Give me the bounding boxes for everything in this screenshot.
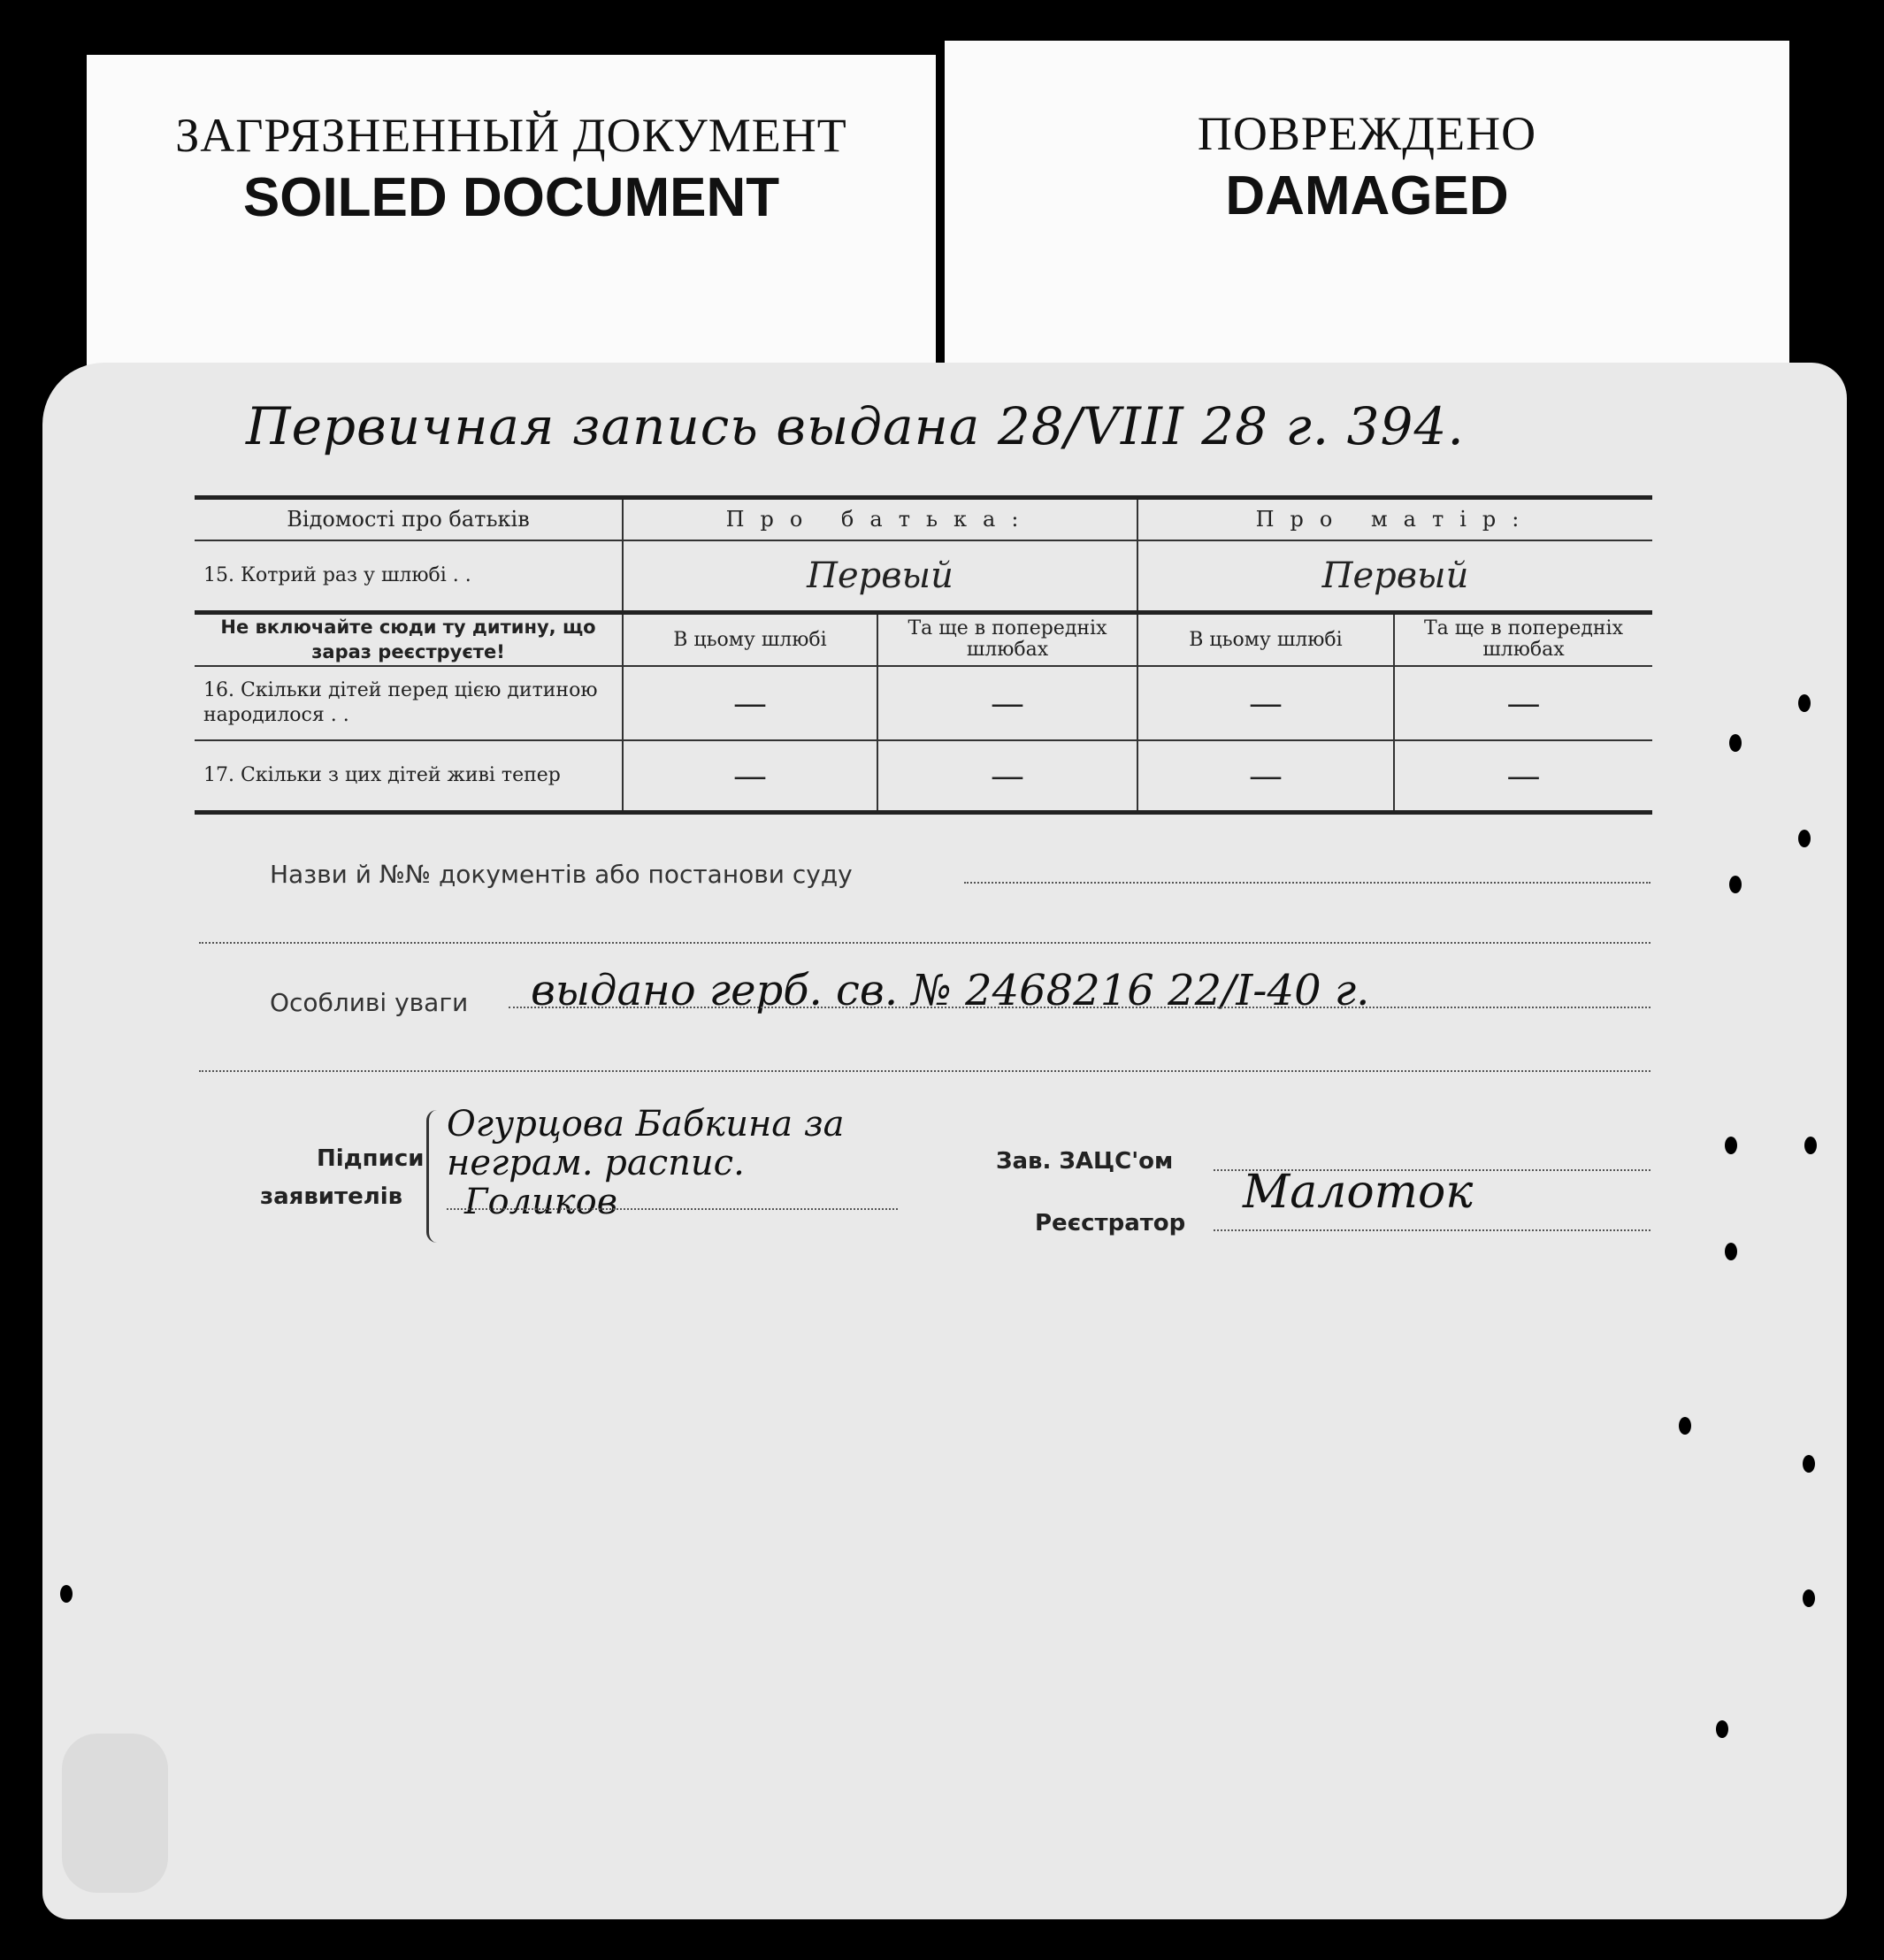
punch-hole [1803,1589,1815,1607]
soiled-document-stamp [87,55,936,409]
registrar-label: Реєстратор [1035,1210,1186,1236]
applicant-signature-line: Голиков [464,1182,618,1222]
stamp-ru-text: ПОВРЕЖДЕНО [1197,107,1537,160]
punch-hole [1725,1243,1737,1260]
dotted-line [964,882,1650,884]
remarks-value: выдано герб. св. № 2468216 22/I-40 г. [531,966,1370,1015]
table-row-15 [195,540,1652,613]
dotted-line [1214,1229,1650,1231]
table-header-row [195,498,1652,540]
applicants-label: Підписи [317,1145,425,1172]
subheader-cell: Та ще в попередніх шлюбах [1394,613,1652,666]
handwritten-header-note: Первичная запись выдана 28/VIII 28 г. 394. [246,396,1465,456]
table-cell: — [623,666,877,740]
table-row-16 [195,666,1652,740]
col-header-father: Про батька: [623,498,1137,540]
stamp-en-text: DAMAGED [1225,165,1509,226]
exclusion-note: Не включайте сюди ту дитину, що зараз реєструєте! [195,613,623,666]
subheader-cell: В цьому шлюбі [623,613,877,666]
father-marriage-count: Первый [623,540,1137,613]
applicant-signature-line: неграм. распис. [447,1143,745,1183]
table-cell: — [877,740,1137,813]
table-row-17 [195,740,1652,813]
applicants-label: заявителів [260,1183,403,1210]
punch-hole [1804,1137,1817,1154]
applicant-signature-line: Огурцова Бабкина за [447,1104,845,1145]
head-label: Зав. ЗАЦС'ом [996,1148,1174,1175]
registrar-signature: Малоток [1243,1166,1474,1219]
table-cell: — [623,740,877,813]
subheader-cell: В цьому шлюбі [1137,613,1394,666]
col-header-mother: Про матір: [1137,498,1652,540]
punch-hole [1803,1455,1815,1473]
col-header-parents: Відомості про батьків [195,498,623,540]
punch-hole [1798,694,1811,712]
row-label: 16. Скільки дітей перед цією дитиною народилося . . [195,666,623,740]
paper-crease [62,1734,168,1893]
parents-info-table [195,495,1652,815]
table-cell: — [1394,740,1652,813]
punch-hole [1729,734,1742,752]
stamp-ru-text: ЗАГРЯЗНЕННЫЙ ДОКУМЕНТ [175,109,847,162]
dotted-line [199,1070,1650,1072]
remarks-label: Особливі уваги [270,988,469,1017]
stamp-en-text: SOILED DOCUMENT [242,167,780,228]
brace [426,1110,438,1243]
punch-hole [1725,1137,1737,1154]
row-label: 17. Скільки з цих дітей живі тепер [195,740,623,813]
punch-hole [1729,876,1742,893]
dotted-line [447,1208,898,1210]
documents-label: Назви й №№ документів або постанови суду [270,860,853,889]
table-cell: — [877,666,1137,740]
dotted-line [509,1007,1650,1008]
subheader-cell: Та ще в попередніх шлюбах [877,613,1137,666]
punch-hole [1798,830,1811,847]
punch-hole [60,1585,73,1603]
table-cell: — [1137,666,1394,740]
mother-marriage-count: Первый [1137,540,1652,613]
table-cell: — [1137,740,1394,813]
damaged-stamp [945,41,1789,394]
punch-hole [1679,1417,1691,1435]
table-cell: — [1394,666,1652,740]
punch-hole [1716,1720,1728,1738]
dotted-line [199,942,1650,944]
table-subheader-row [195,613,1652,666]
row-label: 15. Котрий раз у шлюбі . . [195,540,623,613]
